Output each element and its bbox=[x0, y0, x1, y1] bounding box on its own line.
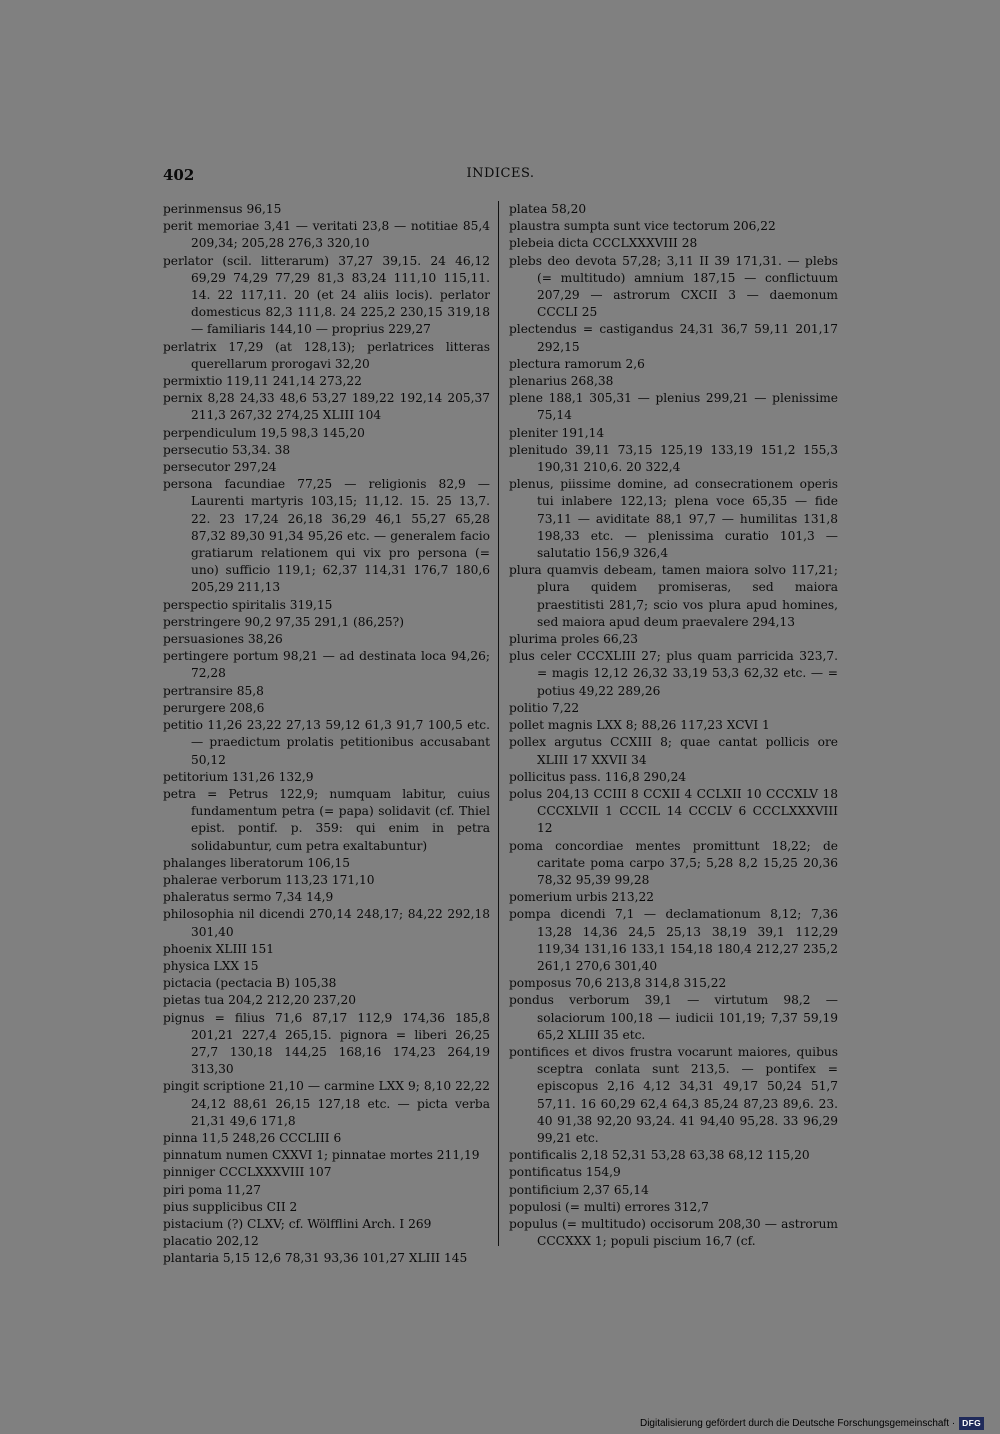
index-entry: pinniger CCCLXXXVIII 107 bbox=[163, 1165, 332, 1180]
index-entry: platea 58,20 bbox=[509, 202, 587, 216]
column-divider bbox=[498, 201, 499, 1246]
index-entry: petra = Petrus 122,9; numquam labitur, cuius fundamentum petra (= papa) solidavit (cf. Thiel epist. pontif. p. 359: qui enim in petra solidabuntur, cum petra exaltabuntur) bbox=[163, 786, 490, 853]
index-entry: pietas tua 204,2 212,20 237,20 bbox=[163, 993, 357, 1008]
running-head: INDICES. bbox=[466, 166, 535, 181]
index-entry: persona facundiae 77,25 — religionis 82,9 — Laurenti martyris 103,15; 11,12. 15. 25 13,7. 22. 23 17,24 26,18 36,29 46,1 55,27 65,28 87,32 89,30 91,34 95,26 etc. — generalem facio gratiarum relationem qui vix pro persona (= uno) sufficio 119,1; 62,37 114,31 176,7 180,6 205,29 211,13 bbox=[163, 477, 490, 595]
index-entry: perlatrix 17,29 (at 128,13); perlatrices litteras querellarum prorogavi 32,20 bbox=[163, 339, 490, 371]
index-entry: pollex argutus CCXIII 8; quae cantat pollicis ore XLIII 17 XXVII 34 bbox=[509, 735, 838, 767]
index-entry: pertransire 85,8 bbox=[163, 683, 264, 698]
index-entry: petitio 11,26 23,22 27,13 59,12 61,3 91,7 100,5 etc. — praedictum prolatis petitionibus accusabant 50,12 bbox=[163, 718, 490, 767]
index-entry: pignus = filius 71,6 87,17 112,9 174,36 185,8 201,21 227,4 265,15. pignora = liberi 26,25 27,7 130,18 144,25 168,16 174,23 264,19 313,30 bbox=[163, 1010, 490, 1077]
index-entry: plebs deo devota 57,28; 3,11 II 39 171,31. — plebs (= multitudo) amnium 187,15 — conflictuum 207,29 — astrorum CXCII 3 — daemonum CCCLI 25 bbox=[509, 253, 838, 320]
index-entry: plurima proles 66,23 bbox=[509, 632, 639, 647]
index-entry: pinna 11,5 248,26 CCCLIII 6 bbox=[163, 1130, 342, 1145]
index-entry: perlator (scil. litterarum) 37,27 39,15. 24 46,12 69,29 74,29 77,29 81,3 83,24 111,10 115,11. 14. 22 117,11. 20 (et 24 aliis locis). perlator domesticus 82,3 111,8. 24 225,2 230,15 319,18 — familiaris 144,10 — proprius 229,27 bbox=[163, 253, 490, 337]
index-entry: persecutor 297,24 bbox=[163, 460, 277, 475]
index-entry: pomerium urbis 213,22 bbox=[509, 890, 655, 905]
index-entry: pertingere portum 98,21 — ad destinata loca 94,26; 72,28 bbox=[163, 649, 490, 681]
index-entry: pius supplicibus CII 2 bbox=[163, 1199, 298, 1214]
index-entry: plenitudo 39,11 73,15 125,19 133,19 151,2 155,3 190,31 210,6. 20 322,4 bbox=[509, 442, 838, 475]
digitization-footer bbox=[640, 1416, 984, 1430]
index-entry: persecutio 53,34. 38 bbox=[163, 442, 291, 457]
index-entry: petitorium 131,26 132,9 bbox=[163, 769, 314, 784]
index-entry: populus (= multitudo) occisorum 208,30 — astrorum CCCXXX 1; populi piscium 16,7 (cf. bbox=[509, 1216, 838, 1249]
index-entry: phaleratus sermo 7,34 14,9 bbox=[163, 890, 334, 905]
index-entry: pleniter 191,14 bbox=[509, 425, 605, 440]
index-entry: populosi (= multi) errores 312,7 bbox=[509, 1199, 709, 1214]
index-entry: pompa dicendi 7,1 — declamationum 8,12; 7,36 13,28 14,36 24,5 25,13 38,19 39,1 112,29 119,34 131,16 133,1 154,18 180,4 212,27 235,2 261,1 270,6 301,40 bbox=[509, 907, 838, 973]
index-entry: pollicitus pass. 116,8 290,24 bbox=[509, 769, 687, 784]
index-entry: pingit scriptione 21,10 — carmine LXX 9; 8,10 22,22 24,12 88,61 26,15 127,18 etc. — picta verba 21,31 49,6 171,8 bbox=[163, 1079, 490, 1128]
index-entry: placatio 202,12 bbox=[163, 1234, 259, 1249]
index-entry: permixtio 119,11 241,14 273,22 bbox=[163, 374, 362, 389]
index-entry: politio 7,22 bbox=[509, 700, 580, 715]
index-entry: perpendiculum 19,5 98,3 145,20 bbox=[163, 425, 365, 440]
index-entry: pollet magnis LXX 8; 88,26 117,23 XCVI 1 bbox=[509, 718, 770, 733]
index-entry: polus 204,13 CCIII 8 CCXII 4 CCLXII 10 CCCXLV 18 CCCXLVII 1 CCCIL 14 CCCLV 6 CCCLXXXVIII 12 bbox=[509, 786, 838, 836]
index-entry: persuasiones 38,26 bbox=[163, 632, 283, 647]
index-entry: plantaria 5,15 12,6 78,31 93,36 101,27 XLIII 145 bbox=[163, 1251, 468, 1266]
index-entry: pontificalis 2,18 52,31 53,28 63,38 68,12 115,20 bbox=[509, 1148, 810, 1163]
index-entry: pontificatus 154,9 bbox=[509, 1165, 621, 1180]
index-entry: plenus, piissime domine, ad consecrationem operis tui inlabere 122,13; plena voce 65,35 — fide 73,11 — aviditate 88,1 97,7 — humilitas 131,8 198,33 etc. — plenissima curatio 101,3 — salutatio 156,9 326,4 bbox=[509, 477, 838, 561]
page-number: 402 bbox=[163, 166, 195, 184]
index-entry: philosophia nil dicendi 270,14 248,17; 84,22 292,18 301,40 bbox=[163, 907, 490, 939]
index-entry: perspectio spiritalis 319,15 bbox=[163, 597, 333, 612]
index-entry: plenarius 268,38 bbox=[509, 374, 614, 389]
index-entry: plaustra sumpta sunt vice tectorum 206,22 bbox=[509, 219, 776, 234]
index-entry: plebeia dicta CCCLXXXVIII 28 bbox=[509, 236, 698, 251]
index-entry: phalanges liberatorum 106,15 bbox=[163, 855, 350, 870]
index-entry: piri poma 11,27 bbox=[163, 1182, 262, 1197]
index-entry: phoenix XLIII 151 bbox=[163, 941, 275, 956]
index-entry: plus celer CCCXLIII 27; plus quam parricida 323,7. = magis 12,12 26,32 33,19 53,3 62,32 etc. — = potius 49,22 289,26 bbox=[509, 649, 838, 698]
footer-credit: Digitalisierung gefördert durch die Deutsche Forschungsgemeinschaft · bbox=[639, 1417, 956, 1429]
index-entry: pontifices et divos frustra vocarunt maiores, quibus sceptra conlata sunt 213,5. — pontifex = episcopus 2,16 4,12 34,31 49,17 50,24 51,7 57,11. 16 60,29 62,4 64,3 85,24 87,23 89,6. 23. 40 91,38 92,20 93,24. 41 94,40 95,28. 33 96,29 99,21 etc. bbox=[509, 1044, 838, 1145]
index-entry: perit memoriae 3,41 — veritati 23,8 — notitiae 85,4 209,34; 205,28 276,3 320,10 bbox=[163, 219, 490, 251]
index-entry: pondus verborum 39,1 — virtutum 98,2 — solaciorum 100,18 — iudicii 101,19; 7,37 59,19 65,2 XLIII 35 etc. bbox=[509, 993, 838, 1042]
index-column-right bbox=[509, 201, 838, 1250]
index-entry: physica LXX 15 bbox=[163, 958, 259, 973]
index-entry: plene 188,1 305,31 — plenius 299,21 — plenissime 75,14 bbox=[509, 391, 838, 423]
index-column-left bbox=[163, 201, 490, 1268]
index-entry: perstringere 90,2 97,35 291,1 (86,25?) bbox=[163, 614, 404, 629]
index-entry: pinnatum numen CXXVI 1; pinnatae mortes 211,19 bbox=[163, 1148, 480, 1163]
index-entry: phalerae verborum 113,23 171,10 bbox=[163, 872, 375, 887]
index-entry: plura quamvis debeam, tamen maiora solvo 117,21; plura quidem promiseras, sed maiora praestitisti 281,7; scio vos plura apud homines, sed maiora apud deum praevalere 294,13 bbox=[509, 563, 838, 629]
index-entry: perinmensus 96,15 bbox=[163, 202, 282, 216]
index-entry: poma concordiae mentes promittunt 18,22; de caritate poma carpo 37,5; 5,28 8,2 15,25 20,36 78,32 95,39 99,28 bbox=[509, 838, 838, 887]
index-entry: pomposus 70,6 213,8 314,8 315,22 bbox=[509, 976, 727, 991]
index-entry: perurgere 208,6 bbox=[163, 700, 265, 715]
dfg-logo: DFG bbox=[959, 1417, 984, 1430]
index-entry: pernix 8,28 24,33 48,6 53,27 189,22 192,14 205,37 211,3 267,32 274,25 XLIII 104 bbox=[163, 391, 490, 423]
index-entry: plectendus = castigandus 24,31 36,7 59,11 201,17 292,15 bbox=[509, 322, 838, 354]
index-entry: pistacium (?) CLXV; cf. Wölfflini Arch. I 269 bbox=[163, 1216, 432, 1231]
page-header bbox=[163, 166, 838, 186]
index-entry: pontificium 2,37 65,14 bbox=[509, 1182, 649, 1197]
index-entry: pictacia (pectacia B) 105,38 bbox=[163, 976, 337, 991]
index-entry: plectura ramorum 2,6 bbox=[509, 356, 645, 371]
